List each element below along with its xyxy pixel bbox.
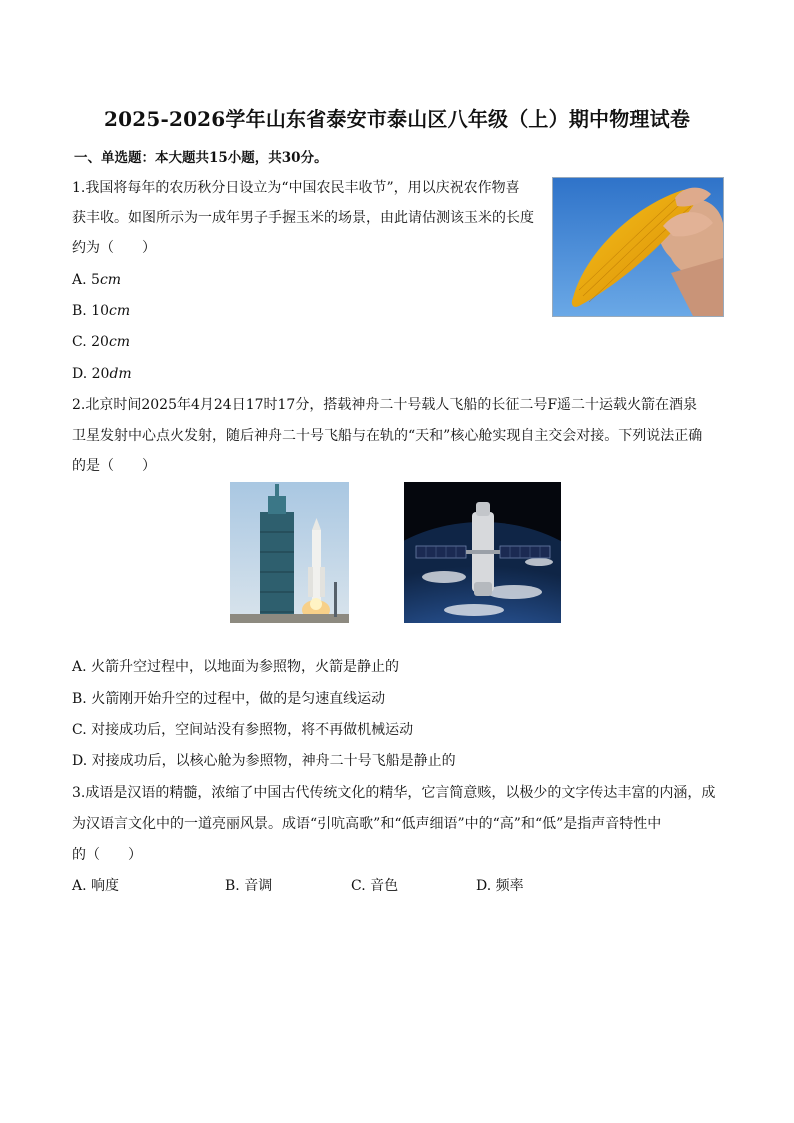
- q1-line-3: 约为（ ）: [72, 240, 156, 256]
- q3-line-3: 的（ ）: [72, 847, 142, 863]
- q3-option-b: B. 音调: [225, 878, 273, 894]
- q1-line-2: 获丰收。如图所示为一成年男子手握玉米的场景，由此请估测该玉米的长度: [72, 210, 534, 226]
- q2-option-c: C. 对接成功后，空间站没有参照物，将不再做机械运动: [72, 722, 414, 738]
- q3-option-d: D. 频率: [476, 878, 524, 894]
- q3-option-c: C. 音色: [351, 878, 399, 894]
- q3-line-1: 3.成语是汉语的精髓，浓缩了中国古代传统文化的精华，它言简意赅，以极少的文字传达丰富的内涵，成: [72, 785, 716, 801]
- q1-line-1: 1.我国将每年的农历秋分日设立为“中国农民丰收节”，用以庆祝农作物喜: [72, 180, 520, 196]
- q2-line-3: 的是（ ）: [72, 458, 156, 474]
- exam-title: 2025-2026学年山东省泰安市泰山区八年级（上）期中物理试卷: [103, 107, 691, 131]
- q1-option-d: D. 20dm: [72, 366, 132, 382]
- q2-option-b: B. 火箭刚开始升空的过程中，做的是匀速直线运动: [72, 691, 386, 707]
- q2-option-a: A. 火箭升空过程中，以地面为参照物，火箭是静止的: [72, 659, 400, 675]
- q3-line-2: 为汉语言文化中的一道亮丽风景。成语“引吭高歌”和“低声细语”中的“高”和“低”是指声音特性中: [72, 816, 662, 832]
- q1-option-c: C. 20cm: [72, 334, 131, 350]
- q3-option-a: A. 响度: [72, 878, 120, 894]
- q2-line-1: 2.北京时间2025年4月24日17时17分，搭载神舟二十号载人飞船的长征二号F遥二十运载火箭在酒泉: [72, 397, 698, 413]
- q1-option-a: A. 5cm: [72, 272, 122, 288]
- q2-line-2: 卫星发射中心点火发射，随后神舟二十号飞船与在轨的“天和”核心舱实现自主交会对接。下列说法正确: [72, 428, 703, 444]
- corn-hand-image: [552, 177, 724, 317]
- space-station-image: [404, 482, 561, 623]
- rocket-launch-image: [230, 482, 349, 623]
- q1-option-b: B. 10cm: [72, 303, 131, 319]
- q2-option-d: D. 对接成功后，以核心舱为参照物，神舟二十号飞船是静止的: [72, 753, 456, 769]
- section-heading: 一、单选题：本大题共15小题，共30分。: [74, 150, 328, 166]
